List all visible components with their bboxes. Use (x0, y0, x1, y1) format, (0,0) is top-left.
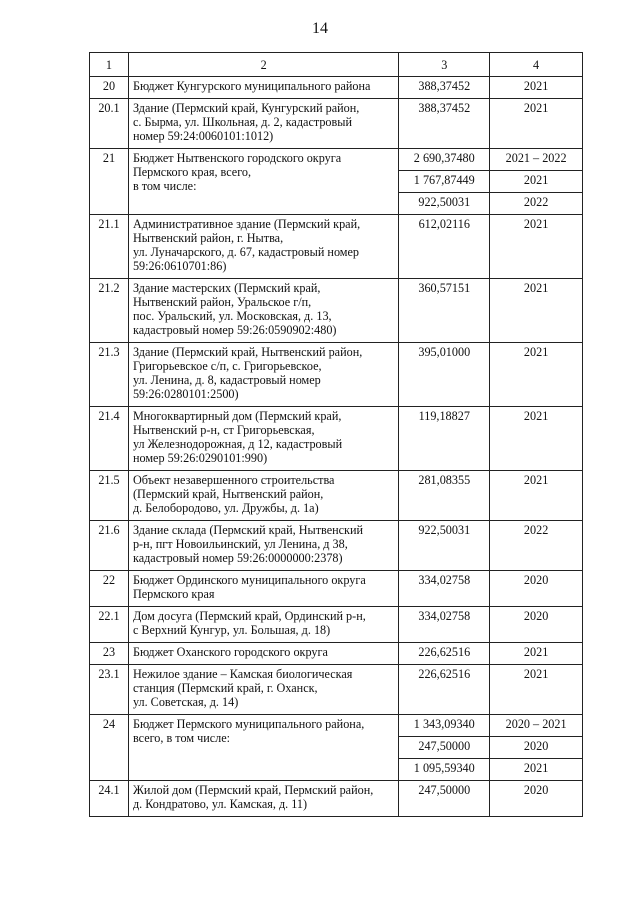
table-row (90, 571, 583, 607)
row-amount: 281,08355 (399, 471, 490, 521)
row-year: 2021 (490, 407, 583, 471)
column-header: 3 (399, 53, 490, 77)
name-line: ул. Луначарского, д. 67, кадастровый номер (132, 245, 360, 259)
row-name (128, 607, 398, 643)
row-name (128, 343, 398, 407)
row-name (128, 665, 398, 715)
row-amount: 226,62516 (399, 665, 490, 715)
name-line: Административное здание (Пермский край, (132, 217, 361, 231)
name-line: Здание склада (Пермский край, Нытвенский (132, 523, 364, 537)
name-line: Пермского края (132, 587, 215, 601)
name-line: с. Бырма, ул. Школьная, д. 2, кадастровый (132, 115, 352, 129)
name-line: Нытвенский р-н, ст Григорьевская, (132, 423, 315, 437)
row-year: 2021 (490, 665, 583, 715)
row-number: 23 (90, 643, 129, 665)
table-row (90, 471, 583, 521)
name-line: Дом досуга (Пермский край, Ординский р-н, (132, 609, 366, 623)
row-number: 24.1 (90, 781, 129, 817)
name-line: р-н, пгт Новоильинский, ул Ленина, д 38, (132, 537, 348, 551)
table-row (90, 781, 583, 817)
row-amount: 360,57151 (399, 279, 490, 343)
name-line: Нытвенский район, г. Нытва, (132, 231, 284, 245)
name-line: ул. Советская, д. 14) (132, 695, 239, 709)
row-name (128, 279, 398, 343)
name-line: пос. Уральский, ул. Московская, д. 13, (132, 309, 332, 323)
row-year: 2021 (490, 279, 583, 343)
name-line: станция (Пермский край, г. Оханск, (132, 681, 318, 695)
table-row (90, 715, 583, 737)
table-header-row (90, 53, 583, 77)
table-row (90, 407, 583, 471)
row-amount: 247,50000 (399, 781, 490, 817)
name-line: Бюджет Оханского городского округа (132, 645, 328, 659)
row-year: 2021 (490, 215, 583, 279)
row-amount: 395,01000 (399, 343, 490, 407)
row-amount: 247,50000 (399, 737, 490, 759)
row-number: 21.3 (90, 343, 129, 407)
row-year: 2021 (490, 77, 583, 99)
row-year: 2020 (490, 781, 583, 817)
table-row (90, 279, 583, 343)
name-line: Нежилое здание – Камская биологическая (132, 667, 353, 681)
row-amount: 1 767,87449 (399, 171, 490, 193)
row-amount: 612,02116 (399, 215, 490, 279)
row-name (128, 643, 398, 665)
name-line: Многоквартирный дом (Пермский край, (132, 409, 342, 423)
name-line: номер 59:24:0060101:1012) (132, 129, 274, 143)
name-line: ул Железнодорожная, д 12, кадастровый (132, 437, 343, 451)
row-number: 21.5 (90, 471, 129, 521)
name-line: Григорьевское с/п, с. Григорьевское, (132, 359, 322, 373)
page-number: 14 (312, 20, 328, 37)
row-year: 2020 (490, 607, 583, 643)
name-line: в том числе: (132, 179, 197, 193)
row-name (128, 715, 398, 781)
table-row (90, 215, 583, 279)
row-year: 2021 (490, 643, 583, 665)
table-row (90, 607, 583, 643)
row-year: 2020 – 2021 (490, 715, 583, 737)
name-line: 59:26:0280101:2500) (132, 387, 239, 401)
row-year: 2021 (490, 471, 583, 521)
name-line: (Пермский край, Нытвенский район, (132, 487, 324, 501)
name-line: Пермского края, всего, (132, 165, 252, 179)
name-line: всего, в том числе: (132, 731, 231, 745)
row-number: 20.1 (90, 99, 129, 149)
row-number: 22.1 (90, 607, 129, 643)
row-amount: 388,37452 (399, 77, 490, 99)
row-year: 2021 (490, 171, 583, 193)
row-name (128, 781, 398, 817)
name-line: ул. Ленина, д. 8, кадастровый номер (132, 373, 321, 387)
row-number: 21 (90, 149, 129, 215)
name-line: Бюджет Ординского муниципального округа (132, 573, 366, 587)
name-line: с Верхний Кунгур, ул. Большая, д. 18) (132, 623, 331, 637)
row-amount: 922,50031 (399, 193, 490, 215)
row-name (128, 407, 398, 471)
row-amount: 334,02758 (399, 607, 490, 643)
name-line: Здание (Пермский край, Нытвенский район, (132, 345, 363, 359)
name-line: Бюджет Кунгурского муниципального района (132, 79, 371, 93)
row-amount: 1 343,09340 (399, 715, 490, 737)
column-header: 1 (90, 53, 129, 77)
name-line: Здание мастерских (Пермский край, (132, 281, 321, 295)
row-year: 2022 (490, 521, 583, 571)
row-amount: 388,37452 (399, 99, 490, 149)
row-number: 21.4 (90, 407, 129, 471)
row-year: 2021 – 2022 (490, 149, 583, 171)
row-year: 2021 (490, 343, 583, 407)
row-year: 2020 (490, 571, 583, 607)
name-line: д. Белобородово, ул. Дружбы, д. 1а) (132, 501, 319, 515)
row-year: 2021 (490, 99, 583, 149)
name-line: кадастровый номер 59:26:0000000:2378) (132, 551, 343, 565)
row-amount: 226,62516 (399, 643, 490, 665)
name-line: Нытвенский район, Уральское г/п, (132, 295, 312, 309)
name-line: д. Кондратово, ул. Камская, д. 11) (132, 797, 308, 811)
row-year: 2020 (490, 737, 583, 759)
column-header: 2 (128, 53, 398, 77)
column-header: 4 (490, 53, 583, 77)
row-number: 23.1 (90, 665, 129, 715)
name-line: Бюджет Нытвенского городского округа (132, 151, 342, 165)
budget-table (89, 52, 583, 817)
row-name (128, 521, 398, 571)
row-number: 24 (90, 715, 129, 781)
table-row (90, 77, 583, 99)
row-name (128, 99, 398, 149)
table-row (90, 99, 583, 149)
name-line: 59:26:0610701:86) (132, 259, 227, 273)
row-year: 2022 (490, 193, 583, 215)
name-line: номер 59:26:0290101:990) (132, 451, 268, 465)
table-row (90, 665, 583, 715)
row-amount: 922,50031 (399, 521, 490, 571)
row-name (128, 571, 398, 607)
name-line: Здание (Пермский край, Кунгурский район, (132, 101, 360, 115)
table-row (90, 521, 583, 571)
name-line: Жилой дом (Пермский край, Пермский район, (132, 783, 374, 797)
row-amount: 2 690,37480 (399, 149, 490, 171)
table-row (90, 343, 583, 407)
row-name (128, 215, 398, 279)
row-amount: 334,02758 (399, 571, 490, 607)
table-row (90, 149, 583, 171)
row-number: 21.2 (90, 279, 129, 343)
name-line: Объект незавершенного строительства (132, 473, 335, 487)
row-number: 21.1 (90, 215, 129, 279)
row-name (128, 77, 398, 99)
row-name (128, 149, 398, 215)
row-amount: 1 095,59340 (399, 759, 490, 781)
row-number: 21.6 (90, 521, 129, 571)
name-line: Бюджет Пермского муниципального района, (132, 717, 365, 731)
row-year: 2021 (490, 759, 583, 781)
row-number: 20 (90, 77, 129, 99)
row-amount: 119,18827 (399, 407, 490, 471)
table-row (90, 643, 583, 665)
row-number: 22 (90, 571, 129, 607)
row-name (128, 471, 398, 521)
name-line: кадастровый номер 59:26:0590902:480) (132, 323, 337, 337)
